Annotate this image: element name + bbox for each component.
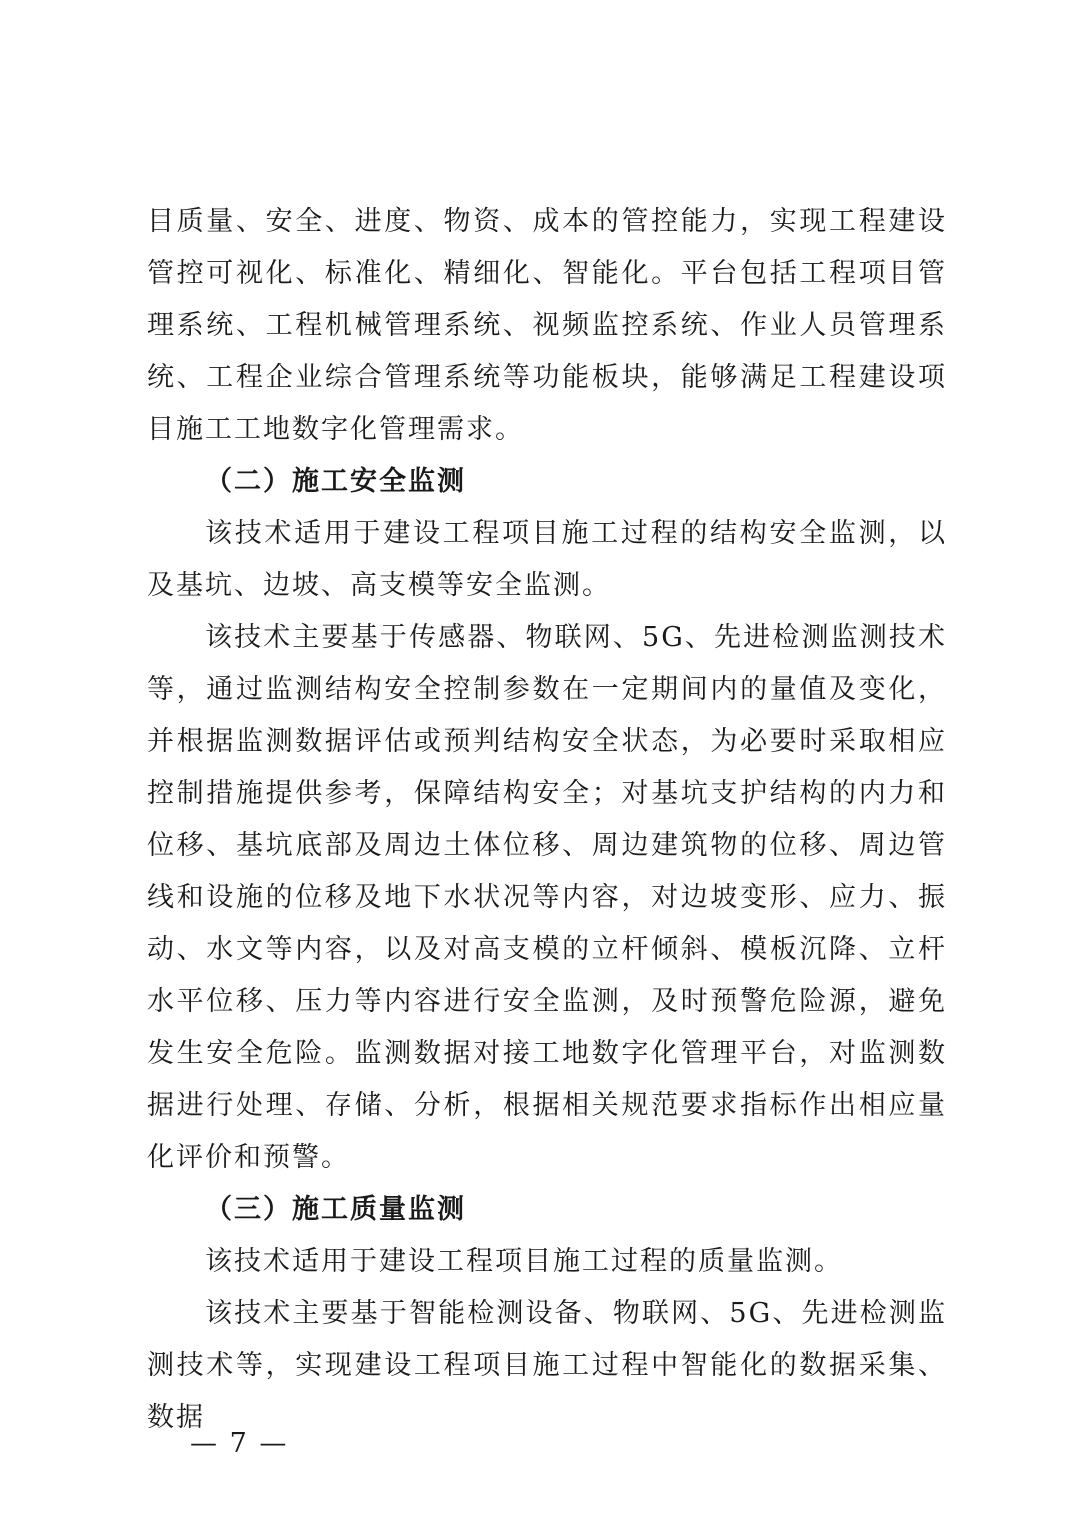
paragraph-quality-technology: 该技术主要基于智能检测设备、物联网、5G、先进检测监测技术等，实现建设工程项目施工过程中智能化的数据采集、数据 [147, 1298, 947, 1433]
page-number: — 7 — [190, 1428, 289, 1459]
section-heading-construction-safety-monitoring: （二）施工安全监测 [205, 466, 466, 497]
section-heading-construction-quality-monitoring: （三）施工质量监测 [205, 1194, 466, 1225]
paragraph-quality-scope: 该技术适用于建设工程项目施工过程的质量监测。 [205, 1246, 843, 1277]
paragraph-safety-technology: 该技术主要基于传感器、物联网、5G、先进检测监测技术等，通过监测结构安全控制参数在一定期间内的量值及变化，并根据监测数据评估或预判结构安全状态，为必要时采取相应控制措施提供参考，保障结构安全；对基坑支护结构的内力和位移、基坑底部及周边土体位移、周边建筑物的位移、周边管线和设施的位移及地下水状况等内容，对边坡变形、应力、振动、水文等内容，以及对高支模的立杆倾斜、模板沉降、立杆水平位移、压力等内容进行安全监测，及时预警危险源，避免发生安全危险。监测数据对接工地数字化管理平台，对监测数据进行处理、存储、分析，根据相关规范要求指标作出相应量化评价和预警。 [147, 622, 947, 1173]
paragraph-safety-scope: 该技术适用于建设工程项目施工过程的结构安全监测，以及基坑、边坡、高支模等安全监测。 [147, 518, 947, 601]
document-body [147, 196, 947, 1444]
paragraph-platform-capabilities: 目质量、安全、进度、物资、成本的管控能力，实现工程建设管控可视化、标准化、精细化、智能化。平台包括工程项目管理系统、工程机械管理系统、视频监控系统、作业人员管理系统、工程企业综合管理系统等功能板块，能够满足工程建设项目施工工地数字化管理需求。 [147, 206, 947, 445]
